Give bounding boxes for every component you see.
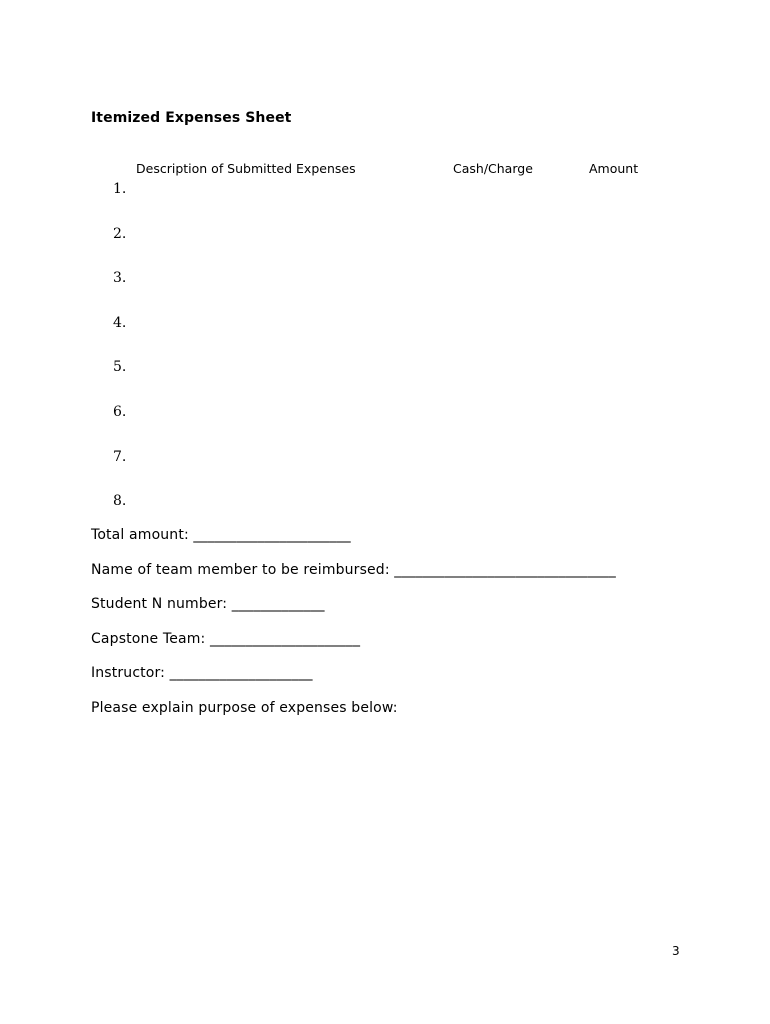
capstone-team-field[interactable]: Capstone Team: _____________________ <box>91 631 361 647</box>
team-member-name-field[interactable]: Name of team member to be reimbursed: _______________________________ <box>91 562 616 578</box>
item-number-3: 3. <box>113 270 127 286</box>
item-number-8: 8. <box>113 493 127 509</box>
purpose-prompt: Please explain purpose of expenses below: <box>91 700 398 716</box>
page-number: 3 <box>672 944 680 958</box>
item-number-1: 1. <box>113 181 127 197</box>
column-header-cash-charge: Cash/Charge <box>453 161 533 176</box>
item-number-7: 7. <box>113 449 127 465</box>
item-number-5: 5. <box>113 359 127 375</box>
student-n-number-field[interactable]: Student N number: _____________ <box>91 596 325 612</box>
column-header-description: Description of Submitted Expenses <box>136 161 356 176</box>
total-amount-field[interactable]: Total amount: ______________________ <box>91 527 351 543</box>
item-number-6: 6. <box>113 404 127 420</box>
column-header-amount: Amount <box>589 161 639 176</box>
item-number-4: 4. <box>113 315 127 331</box>
item-number-2: 2. <box>113 226 127 242</box>
page-title: Itemized Expenses Sheet <box>91 110 292 126</box>
instructor-field[interactable]: Instructor: ____________________ <box>91 665 313 681</box>
